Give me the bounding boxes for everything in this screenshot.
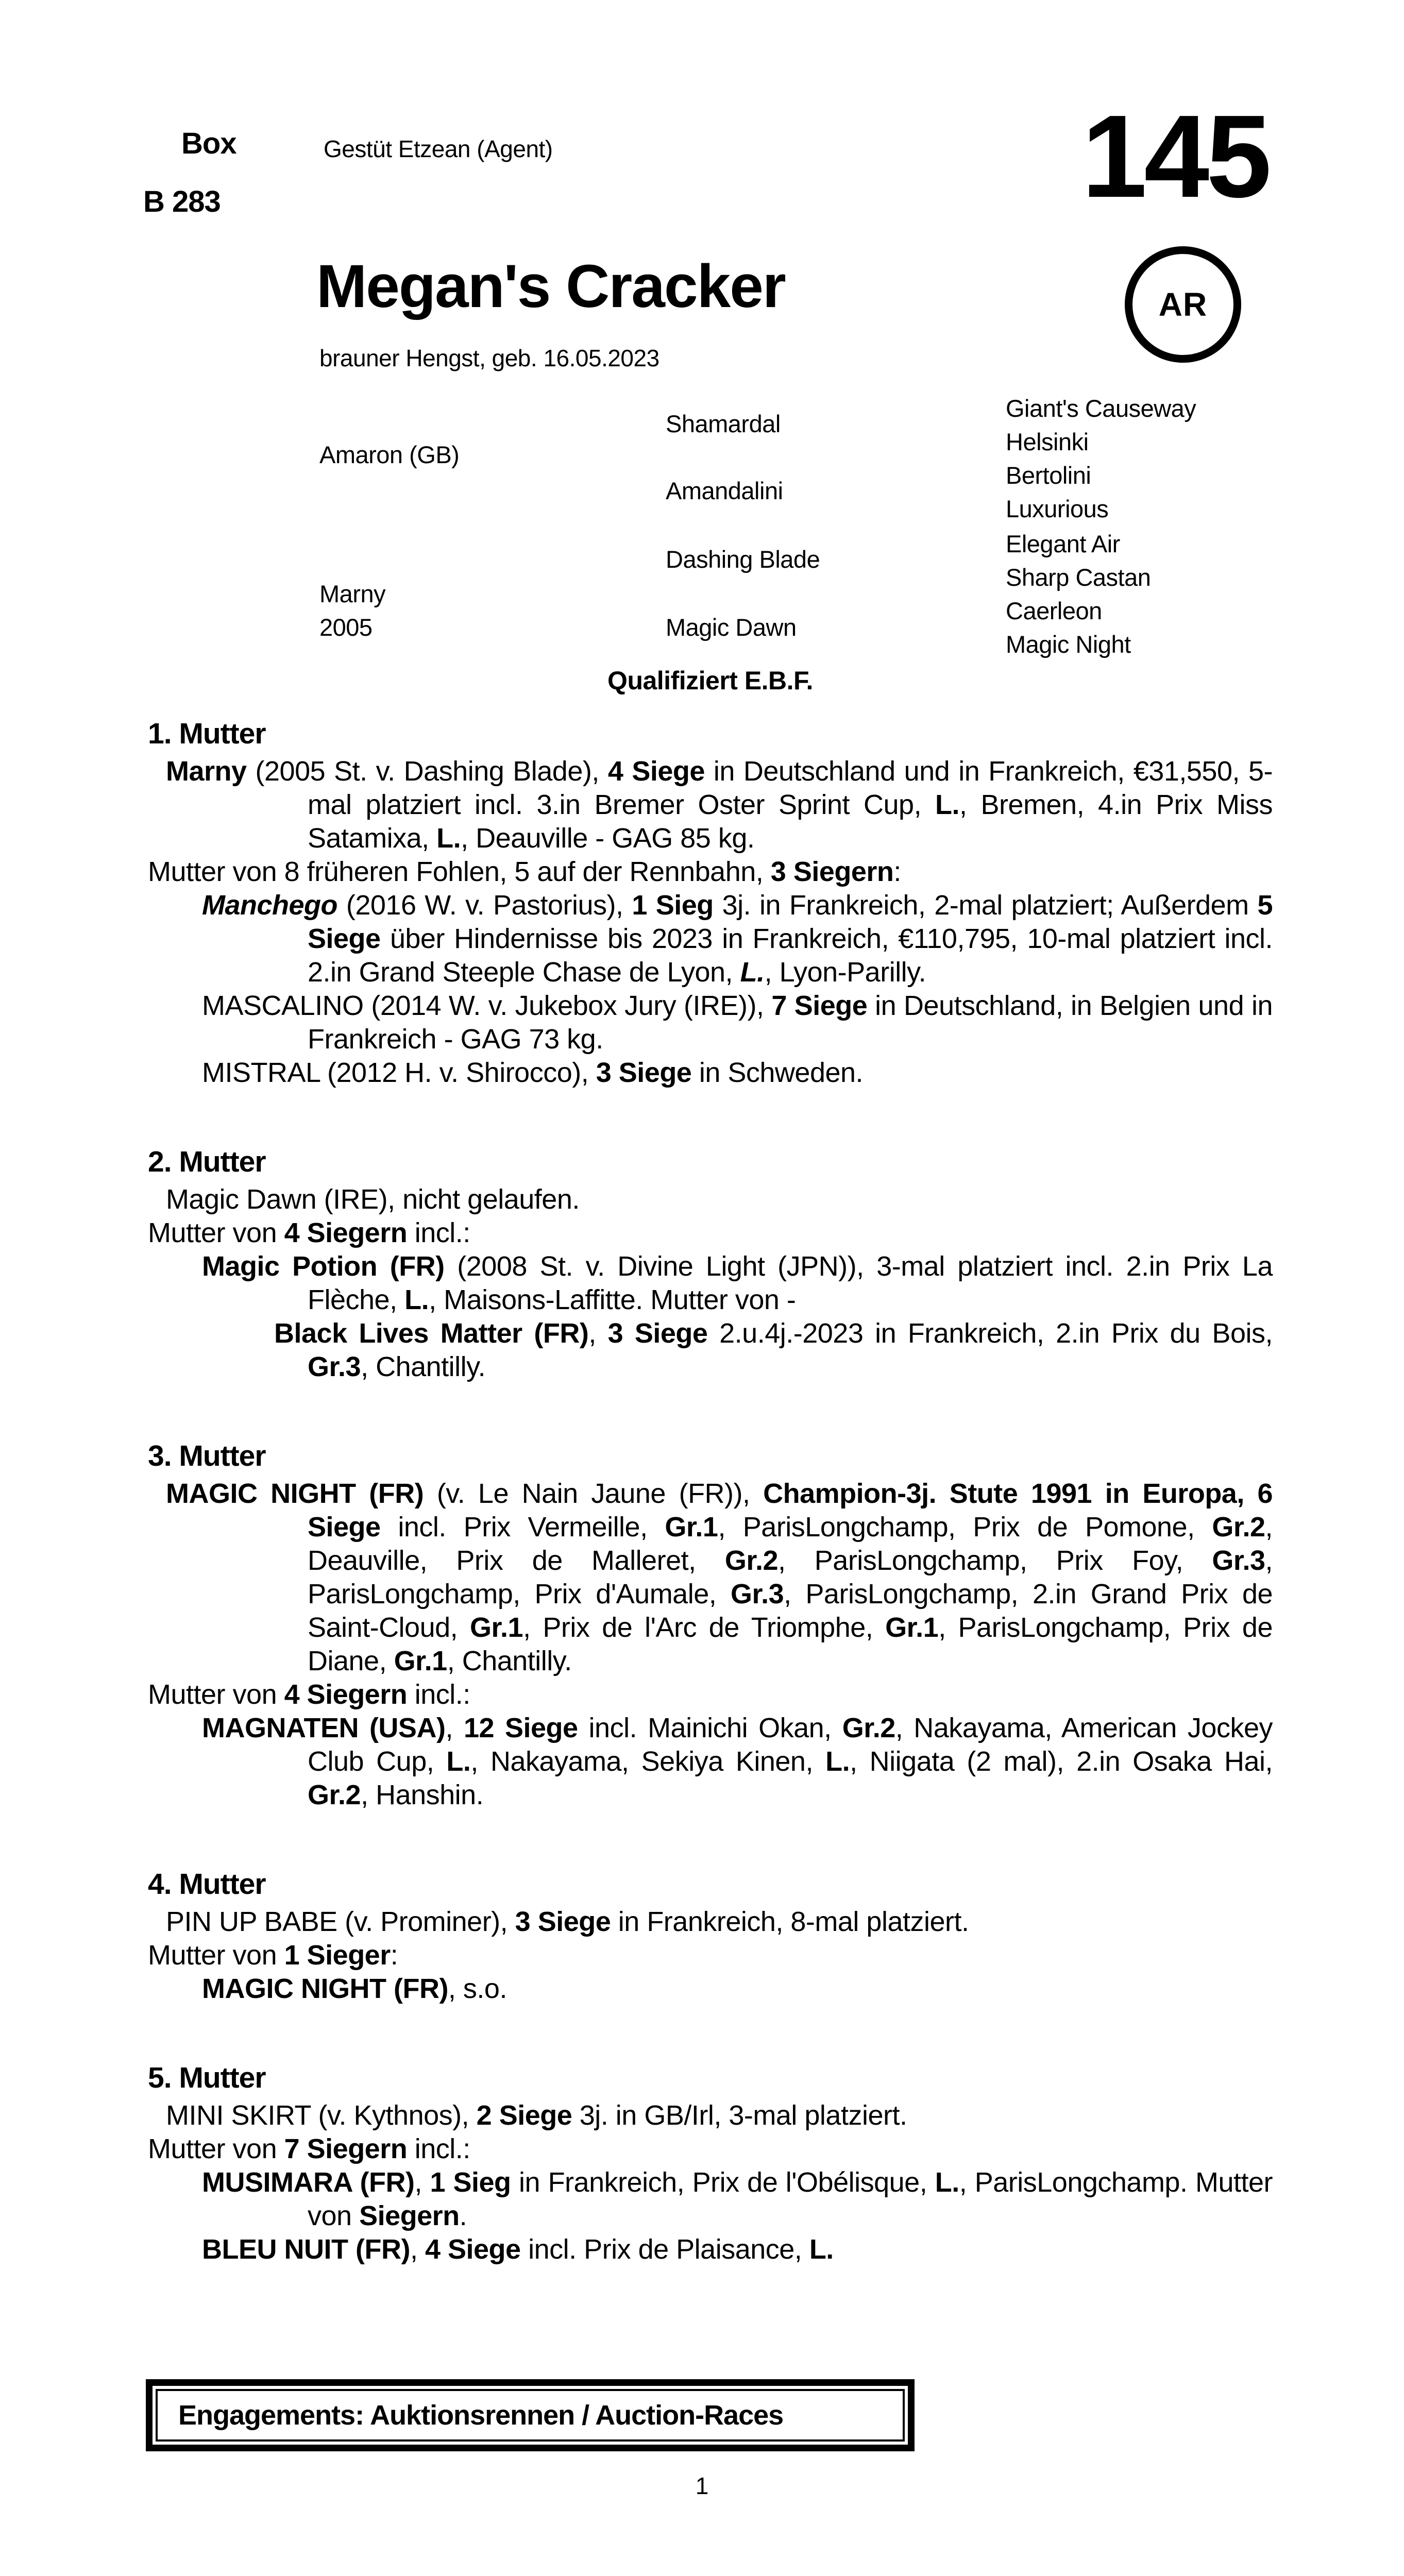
pedigree-ancestor: Amandalini <box>666 477 783 504</box>
pedigree-ancestor: Magic Dawn <box>666 614 797 641</box>
produce-note: Mutter von 7 Siegern incl.: <box>148 2133 470 2164</box>
section-heading: 3. Mutter <box>148 1439 266 1472</box>
pedigree-ancestor: Luxurious <box>1006 495 1109 522</box>
dam-entry: PIN UP BABE (v. Prominer), 3 Siege in Frankreich, 8-mal platziert. <box>166 1906 969 1937</box>
foal-entry: BLEU NUIT (FR), 4 Siege incl. Prix de Plaisance, L. <box>202 2234 834 2265</box>
section-heading: 4. Mutter <box>148 1868 266 1901</box>
foal-entry: MAGNATEN (USA), 12 Siege incl. Mainichi Okan, Gr.2, Nakayama, American Jockey Club Cup, L., Nakayama, Sekiya Kinen, L., Niigata (2 mal), 2.in Osaka Hai, Gr.2, Hanshin. <box>202 1713 1273 1810</box>
foal-entry: Magic Potion (FR) (2008 St. v. Divine Light (JPN)), 3-mal platziert incl. 2.in Prix La Flèche, L., Maisons-Laffitte. Mutter von - <box>202 1251 1273 1315</box>
dam-entry: MAGIC NIGHT (FR) (v. Le Nain Jaune (FR)), Champion-3j. Stute 1991 in Europa, 6 Siege incl. Prix Vermeille, Gr.1, ParisLongchamp, Prix de Pomone, Gr.2, Deauville, Prix de Malleret, Gr.2, ParisLongchamp, Prix Foy, Gr.3, ParisLongchamp, Prix d'Aumale, Gr.3, ParisLongchamp, 2.in Grand Prix de Saint-Cloud, Gr.1, Prix de l'Arc de Triomphe, Gr.1, ParisLongchamp, Prix de Diane, Gr.1, Chantilly. <box>166 1478 1273 1676</box>
pedigree-ancestor: Helsinki <box>1006 428 1089 455</box>
section-4th-dam <box>148 1868 1273 2006</box>
foal-entry: Black Lives Matter (FR), 3 Siege 2.u.4j.-2023 in Frankreich, 2.in Prix du Bois, Gr.3, Chantilly. <box>274 1318 1273 1382</box>
pedigree-sire: Amaron (GB) <box>319 441 460 468</box>
dam-line-text <box>148 717 1273 2266</box>
foal-entry: MAGIC NIGHT (FR), s.o. <box>202 1973 507 2004</box>
page-number: 1 <box>695 2472 709 2499</box>
foal-entry: Manchego (2016 W. v. Pastorius), 1 Sieg 3j. in Frankreich, 2-mal platziert; Außerdem 5 Siege über Hindernisse bis 2023 in Frankreich, €110,795, 10-mal platziert incl. 2.in Grand Steeple Chase de Lyon, L., Lyon-Parilly. <box>202 890 1273 988</box>
pedigree-ancestor: Caerleon <box>1006 597 1102 624</box>
pedigree-dam-year: 2005 <box>319 614 373 641</box>
pedigree-dam-name: Marny <box>319 580 386 607</box>
pedigree-ancestor: Bertolini <box>1006 462 1091 489</box>
pedigree-ancestor: Magic Night <box>1006 631 1131 658</box>
foal-entry: MASCALINO (2014 W. v. Jukebox Jury (IRE)), 7 Siege in Deutschland, in Belgien und in Frankreich - GAG 73 kg. <box>202 990 1273 1055</box>
ar-badge-icon <box>1125 246 1241 363</box>
produce-note: Mutter von 4 Siegern incl.: <box>148 1679 470 1710</box>
produce-note: Mutter von 8 früheren Fohlen, 5 auf der Rennbahn, 3 Siegern: <box>148 856 901 887</box>
dam-entry: Marny (2005 St. v. Dashing Blade), 4 Siege in Deutschland und in Frankreich, €31,550, 5-mal platziert incl. 3.in Bremer Oster Sprint Cup, L., Bremen, 4.in Prix Miss Satamixa, L., Deauville - GAG 85 kg. <box>166 756 1273 854</box>
section-heading: 2. Mutter <box>148 1145 266 1178</box>
foal-entry: MISTRAL (2012 H. v. Shirocco), 3 Siege in Schweden. <box>202 1057 864 1088</box>
horse-name: Megan's Cracker <box>316 252 785 320</box>
section-3rd-dam <box>148 1439 1273 1812</box>
section-5th-dam <box>148 2061 1273 2266</box>
consignor-name: Gestüt Etzean (Agent) <box>324 135 553 162</box>
produce-note: Mutter von 4 Siegern incl.: <box>148 1217 470 1248</box>
box-label: Box <box>181 127 236 160</box>
pedigree-ancestor: Dashing Blade <box>666 546 820 573</box>
section-2nd-dam <box>148 1145 1273 1384</box>
engagements-box <box>146 2379 915 2451</box>
ebf-qualifier: Qualifiziert E.B.F. <box>607 666 813 695</box>
section-1st-dam <box>148 717 1273 1090</box>
produce-note: Mutter von 1 Sieger: <box>148 1940 398 1971</box>
section-heading: 1. Mutter <box>148 717 266 750</box>
engagements-text: Engagements: Auktionsrennen / Auction-Races <box>156 2389 905 2442</box>
box-number: B 283 <box>143 185 221 218</box>
dam-entry: MINI SKIRT (v. Kythnos), 2 Siege 3j. in GB/Irl, 3-mal platziert. <box>166 2100 907 2131</box>
pedigree-ancestor: Shamardal <box>666 410 781 437</box>
pedigree-ancestor: Elegant Air <box>1006 530 1120 557</box>
dam-entry: Magic Dawn (IRE), nicht gelaufen. <box>166 1184 580 1215</box>
section-heading: 5. Mutter <box>148 2061 266 2094</box>
lot-number: 145 <box>1081 91 1268 222</box>
pedigree-ancestor: Sharp Castan <box>1006 564 1151 591</box>
foal-entry: MUSIMARA (FR), 1 Sieg in Frankreich, Prix de l'Obélisque, L., ParisLongchamp. Mutter von Siegern. <box>202 2167 1273 2231</box>
pedigree-ancestor: Giant's Causeway <box>1006 395 1196 422</box>
ar-badge-text: AR <box>1158 286 1208 323</box>
horse-details: brauner Hengst, geb. 16.05.2023 <box>319 345 659 371</box>
